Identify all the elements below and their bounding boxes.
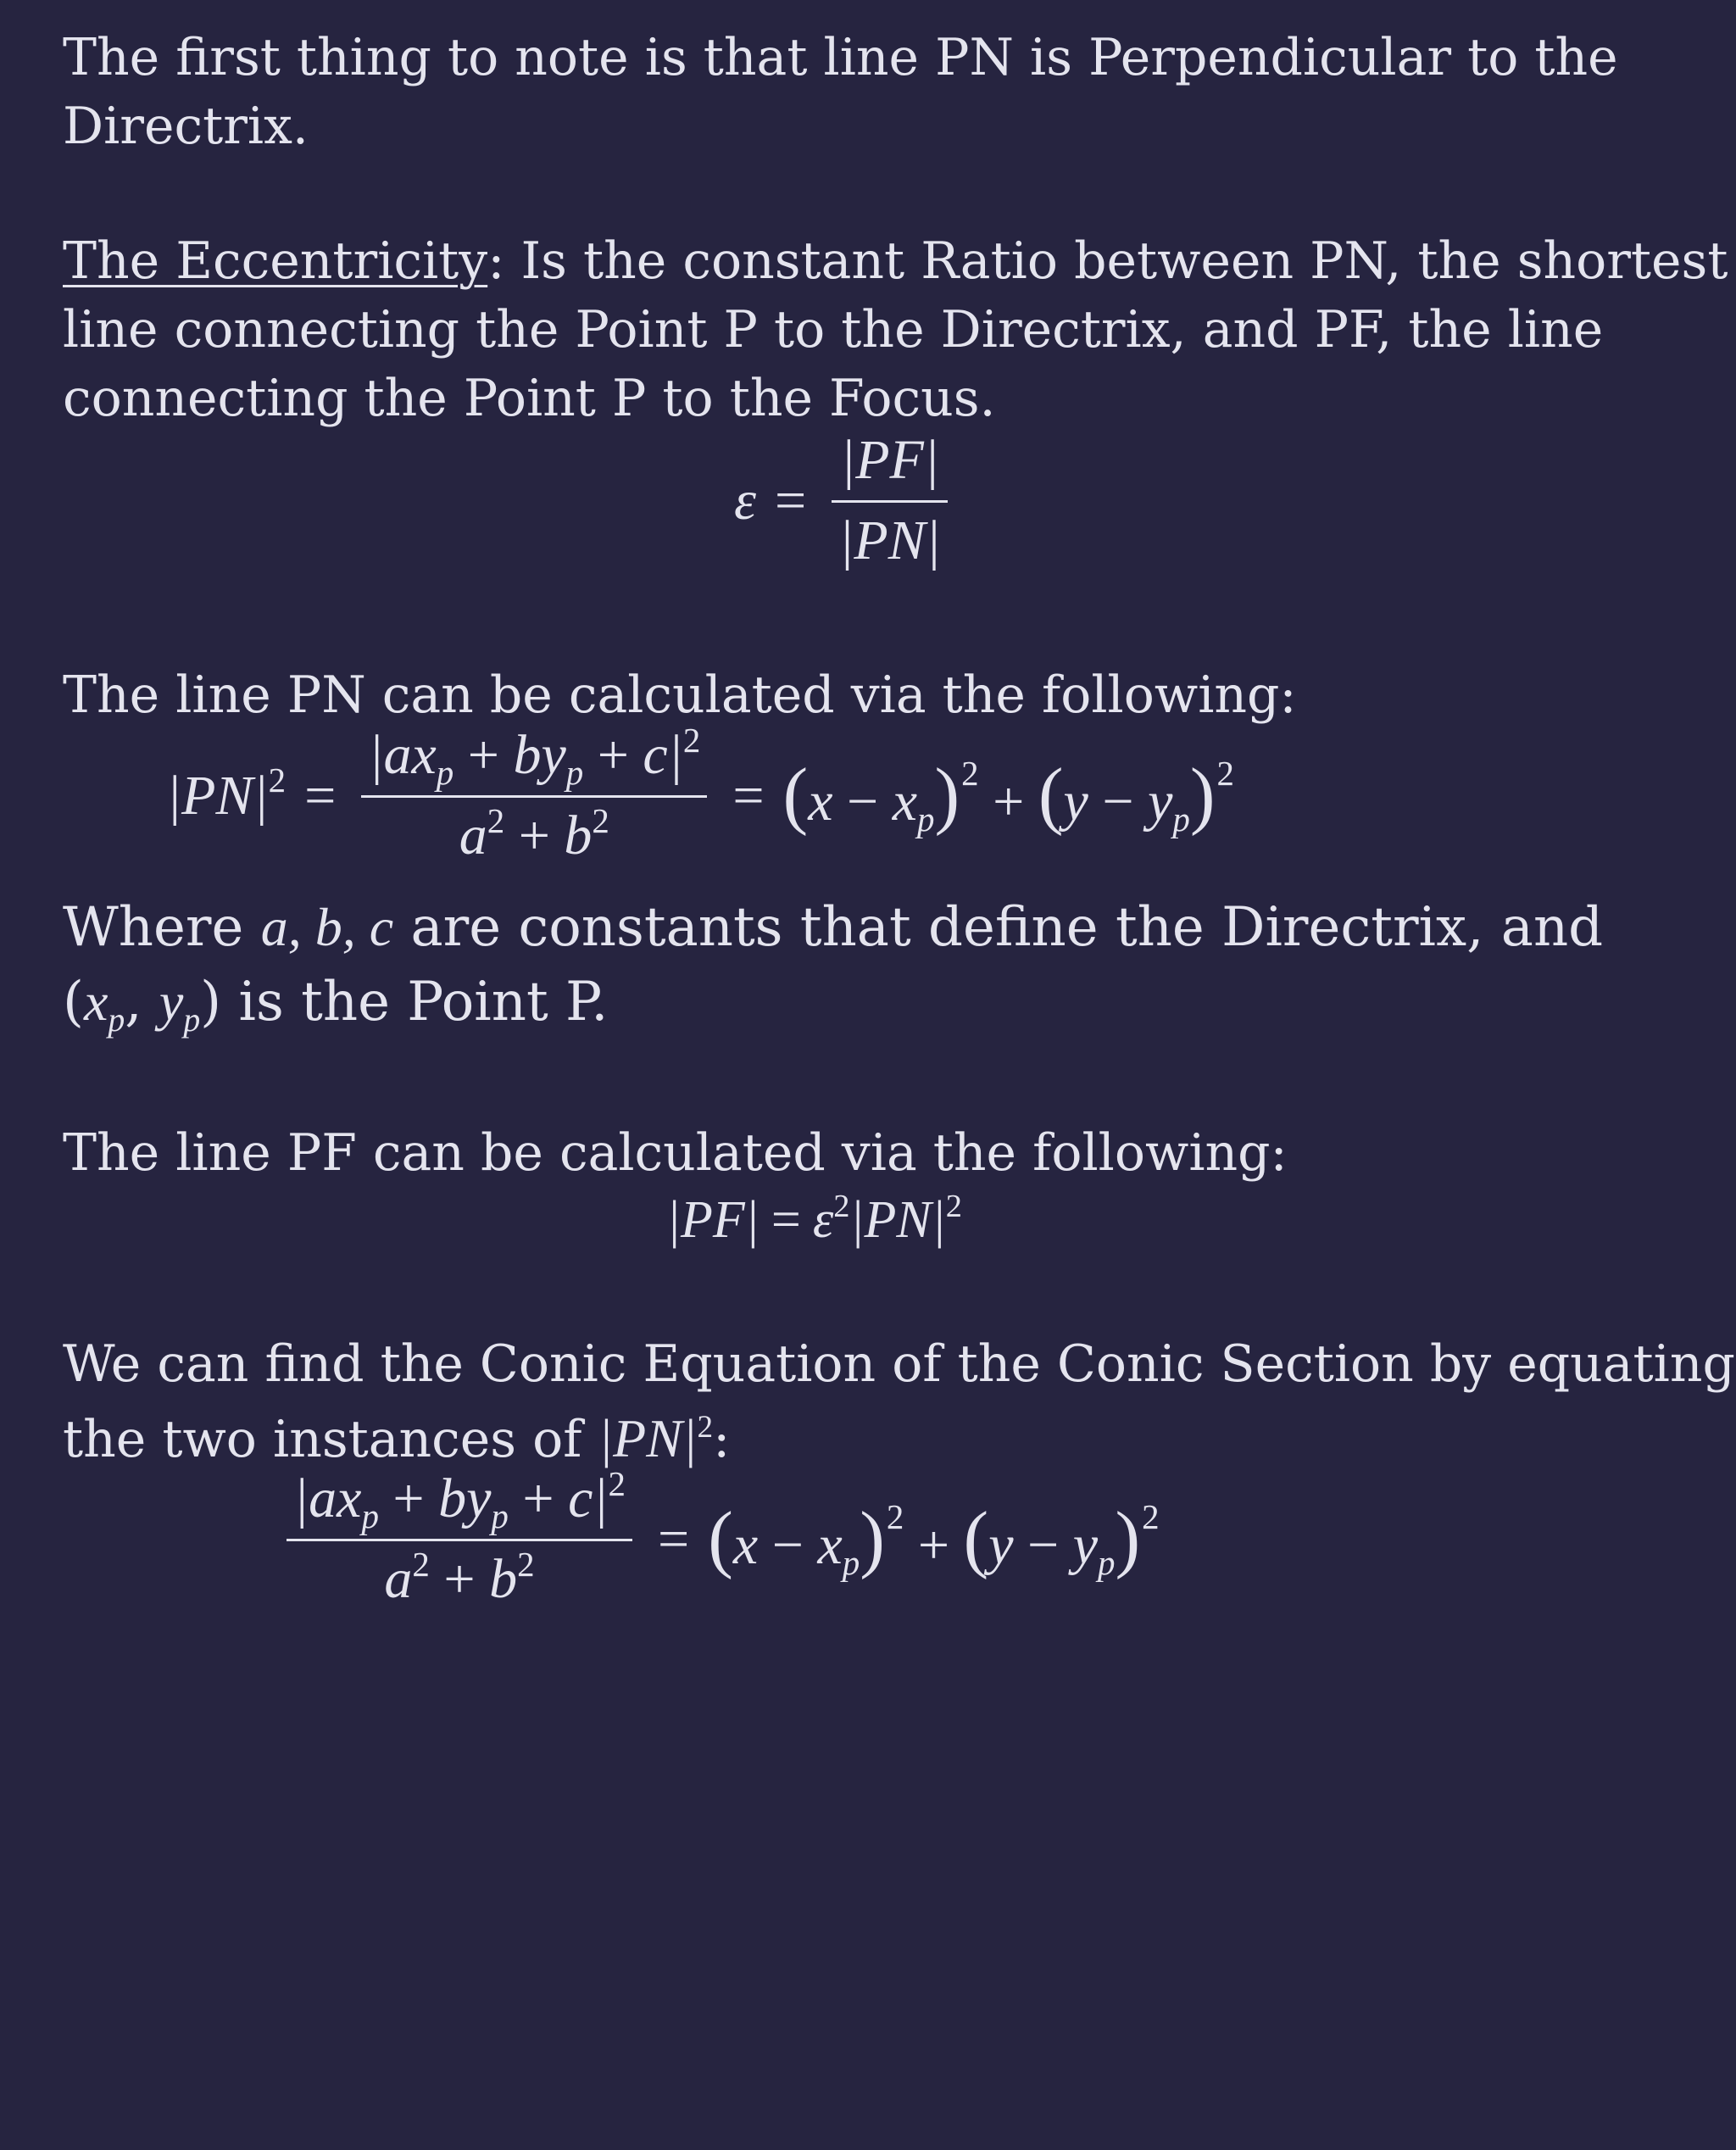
var-y: y bbox=[1148, 770, 1173, 833]
paren-close: ) bbox=[1189, 753, 1216, 837]
paren-close: ) bbox=[1115, 1496, 1141, 1580]
fraction-numerator bbox=[287, 1464, 632, 1539]
pn-equation bbox=[166, 721, 1234, 866]
num-c: c| bbox=[643, 724, 683, 786]
paren-close: ) bbox=[934, 753, 960, 837]
square-exponent: 2 bbox=[1142, 1498, 1160, 1537]
den-a: a bbox=[384, 1548, 413, 1610]
plus-sign: + bbox=[993, 770, 1025, 833]
intro-line-1: The first thing to note is that line PN is Perpendicular to the bbox=[63, 28, 1618, 87]
point-sub-p: p bbox=[108, 1000, 125, 1039]
point-x: x bbox=[83, 972, 108, 1032]
sub-p: p bbox=[565, 754, 584, 793]
plus-sign: + bbox=[467, 724, 499, 786]
pn-fraction bbox=[361, 721, 707, 866]
epsilon-symbol: ε bbox=[734, 469, 757, 532]
where-vars: a, b, c bbox=[260, 897, 394, 957]
pf-rhs bbox=[812, 1189, 963, 1249]
pf-equation bbox=[666, 1189, 963, 1249]
eccentricity-line-3: connecting the Point P to the Focus. bbox=[63, 369, 996, 428]
num-ax: |ax bbox=[293, 1468, 362, 1529]
sub-p: p bbox=[436, 754, 454, 793]
intro-paragraph bbox=[63, 24, 1690, 161]
minus-sign: − bbox=[1027, 1513, 1060, 1576]
point-paren-close: ) bbox=[200, 971, 222, 1033]
var-x: x bbox=[817, 1513, 843, 1576]
conic-paragraph bbox=[63, 1327, 1735, 1477]
pn-heading bbox=[63, 661, 1690, 730]
intro-line-2: Directrix. bbox=[63, 97, 309, 156]
num-exponent: 2 bbox=[608, 1464, 626, 1503]
pn-exponent: 2 bbox=[945, 1189, 963, 1225]
sub-p: p bbox=[917, 800, 935, 839]
minus-sign: − bbox=[771, 1513, 804, 1576]
paren-open: ( bbox=[963, 1496, 989, 1580]
point-y: y bbox=[159, 972, 184, 1032]
den-b: b bbox=[489, 1548, 518, 1610]
paren-open: ( bbox=[1038, 753, 1064, 837]
fraction-denominator bbox=[453, 798, 616, 864]
num-ax: |ax bbox=[368, 724, 437, 786]
eccentricity-term: The Eccentricity bbox=[63, 231, 488, 291]
pf-lhs: |PF| bbox=[666, 1191, 760, 1249]
minus-sign: − bbox=[847, 770, 879, 833]
sub-p: p bbox=[491, 1497, 509, 1536]
num-exponent: 2 bbox=[682, 721, 701, 760]
sub-p: p bbox=[361, 1497, 379, 1536]
pn-heading-text: The line PN can be calculated via the following: bbox=[63, 666, 1297, 725]
fraction-denominator: |PN| bbox=[838, 510, 941, 571]
point-rest: is the Point P. bbox=[221, 971, 609, 1033]
pf-heading bbox=[63, 1119, 1690, 1188]
num-by: by bbox=[513, 724, 566, 786]
var-y: y bbox=[988, 1513, 1014, 1576]
epsilon-equation bbox=[734, 429, 954, 571]
var-x: x bbox=[892, 770, 918, 833]
pn-lhs-exponent: 2 bbox=[268, 761, 287, 800]
eccentricity-line-1: : Is the constant Ratio between PN, the shortest bbox=[487, 231, 1728, 291]
square-exponent: 2 bbox=[886, 1498, 904, 1537]
den-b-exponent: 2 bbox=[517, 1545, 535, 1584]
where-text-2: are constants that define the Directrix, and bbox=[393, 896, 1604, 959]
conic-equation bbox=[280, 1464, 1160, 1610]
minus-sign: − bbox=[1102, 770, 1134, 833]
eccentricity-line-2: line connecting the Point P to the Directrix, and PF, the line bbox=[63, 300, 1604, 359]
equals-sign: = bbox=[732, 764, 765, 827]
sub-p: p bbox=[842, 1544, 860, 1583]
sub-p: p bbox=[1172, 800, 1190, 839]
pn-rhs bbox=[782, 753, 1234, 839]
square-exponent: 2 bbox=[961, 755, 979, 794]
var-y: y bbox=[1063, 770, 1088, 833]
pn-term: |PN| bbox=[849, 1191, 946, 1249]
conic-rhs bbox=[708, 1496, 1160, 1583]
pf-heading-text: The line PF can be calculated via the following: bbox=[63, 1123, 1288, 1183]
equals-sign: = bbox=[658, 1507, 690, 1570]
conic-fraction bbox=[287, 1464, 632, 1610]
num-c: c| bbox=[568, 1468, 609, 1529]
point-sub-p: p bbox=[183, 1000, 201, 1039]
sub-p: p bbox=[1098, 1544, 1116, 1583]
epsilon-symbol: ε bbox=[812, 1191, 834, 1249]
den-a-exponent: 2 bbox=[412, 1545, 430, 1584]
point-comma: , bbox=[125, 971, 159, 1033]
var-x: x bbox=[732, 1513, 759, 1576]
paren-open: ( bbox=[782, 753, 809, 837]
plus-sign: + bbox=[522, 1468, 554, 1529]
where-text-1: Where bbox=[63, 896, 261, 959]
fraction-numerator: |PF| bbox=[840, 429, 940, 491]
fraction-denominator bbox=[377, 1541, 541, 1610]
pn-lhs-text: |PN| bbox=[166, 764, 269, 827]
den-b-exponent: 2 bbox=[592, 801, 609, 840]
paren-open: ( bbox=[708, 1496, 733, 1580]
where-paragraph bbox=[63, 890, 1690, 1039]
conic-line-1: We can find the Conic Equation of the Conic Section by equating bbox=[63, 1334, 1735, 1394]
paren-close: ) bbox=[860, 1496, 885, 1580]
equals-sign: = bbox=[775, 469, 807, 532]
plus-sign: + bbox=[392, 1468, 425, 1529]
conic-colon: : bbox=[713, 1410, 731, 1469]
var-x: x bbox=[808, 770, 833, 833]
equals-sign: = bbox=[304, 764, 337, 827]
den-a: a bbox=[459, 805, 487, 866]
plus-sign: + bbox=[443, 1548, 476, 1610]
conic-pn-exponent: 2 bbox=[697, 1409, 714, 1445]
var-y: y bbox=[1072, 1513, 1099, 1576]
den-b: b bbox=[564, 805, 593, 866]
equals-sign: = bbox=[771, 1191, 801, 1249]
den-a-exponent: 2 bbox=[487, 801, 505, 840]
point-paren-open: ( bbox=[63, 971, 84, 1033]
plus-sign: + bbox=[917, 1513, 950, 1576]
num-by: by bbox=[438, 1468, 492, 1529]
conic-line-2-text: the two instances of bbox=[63, 1410, 598, 1469]
plus-sign: + bbox=[597, 724, 629, 786]
epsilon-fraction bbox=[832, 429, 948, 571]
fraction-numerator bbox=[361, 721, 707, 795]
square-exponent: 2 bbox=[1216, 755, 1234, 794]
plus-sign: + bbox=[518, 805, 550, 866]
epsilon-exponent: 2 bbox=[833, 1189, 850, 1225]
conic-pn: |PN| bbox=[598, 1408, 698, 1468]
pn-lhs bbox=[166, 761, 287, 827]
eccentricity-paragraph bbox=[63, 227, 1728, 433]
